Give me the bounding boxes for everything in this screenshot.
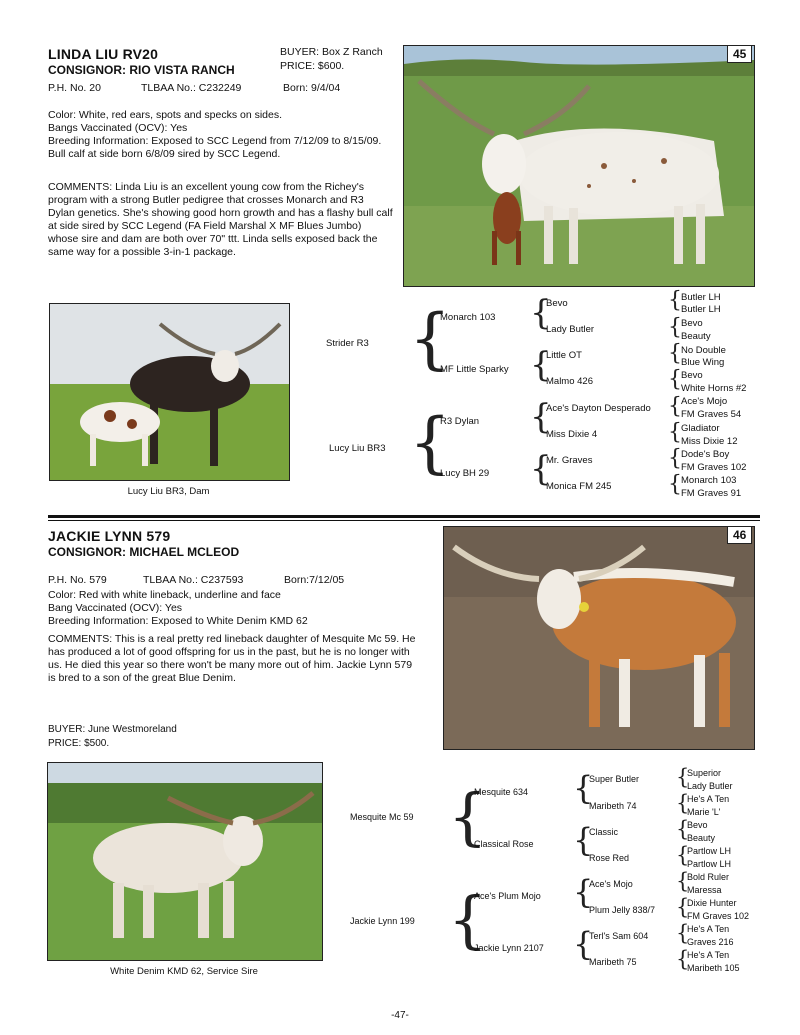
lot46-ped-ggg10: Maressa <box>687 885 722 895</box>
lot46-ped-dam: Jackie Lynn 199 <box>350 916 415 926</box>
lot45-ped-g2: MF Little Sparky <box>440 364 509 375</box>
lot46-comments: COMMENTS: This is a real pretty red lineback daughter of Mesquite Mc 59. He has produced a lot of good offspring for us in the past, but he is no longer with us. He died this year so there won't be many more out of him. Jackie Lynn 579 is bred to a son of the great Blue Denim. <box>48 633 416 684</box>
lot46-brace-gg8: { <box>676 947 690 971</box>
lot46-photo-caption: White Denim KMD 62, Service Sire <box>110 966 258 977</box>
lot46-brace-sire: { <box>448 780 488 853</box>
lot46-brace-gg4: { <box>676 843 690 867</box>
lot46-ped-ggg7: Partlow LH <box>687 846 732 856</box>
lot45-tlbaa-number: TLBAA No.: C232249 <box>141 82 242 94</box>
lot45-ped-gg2: Lady Butler <box>546 324 595 335</box>
lot46-ped-ggg1: Superior <box>687 768 722 778</box>
lot45-ped-gg8: Monica FM 245 <box>546 481 612 492</box>
section-divider-thin <box>48 520 760 521</box>
lot45-brace-gg4: { <box>668 367 682 392</box>
lot45-ped-ggg8: White Horns #2 <box>681 383 747 394</box>
lot45-ped-ggg10: FM Graves 54 <box>681 409 742 420</box>
lot45-brace-gg7: { <box>668 446 682 471</box>
lot46-ped-ggg5: Bevo <box>687 820 708 830</box>
lot45-details <box>48 109 393 161</box>
lot46-ped-ggg15: He's A Ten <box>687 950 730 960</box>
lot46-ped-ggg13: He's A Ten <box>687 924 730 934</box>
lot46-ped-gg6: Plum Jelly 838/7 <box>589 905 656 915</box>
lot45-ped-gg5: Ace's Dayton Desperado <box>546 403 651 414</box>
lot45-ped-gg1: Bevo <box>546 298 568 309</box>
lot46-ped-ggg8: Partlow LH <box>687 859 732 869</box>
lot46-ped-gg5: Ace's Mojo <box>589 879 633 889</box>
lot45-main-photo <box>403 45 755 287</box>
lot46-ped-ggg16: Maribeth 105 <box>687 963 740 973</box>
red-lineback-cow-image <box>444 527 754 749</box>
lot46-ped-ggg12: FM Graves 102 <box>687 911 750 921</box>
dam-cow-image <box>50 304 289 480</box>
lot45-brace-gg8: { <box>668 472 682 497</box>
lot46-ped-ggg14: Graves 216 <box>687 937 734 947</box>
lot46-main-photo <box>443 526 755 750</box>
lot46-born: Born:7/12/05 <box>284 574 345 586</box>
lot45-number-badge: 45 <box>727 45 752 63</box>
lot46-ped-gg4: Rose Red <box>589 853 630 863</box>
lot46-brace-gg3: { <box>676 817 690 841</box>
lot46-ped-sire: Mesquite Mc 59 <box>350 812 414 822</box>
lot46-ped-ggg4: Marie 'L' <box>687 807 721 817</box>
lot45-ped-sire: Strider R3 <box>326 338 369 349</box>
lot45-comments: COMMENTS: Linda Liu is an excellent young cow from the Richey's program with a strong Butler pedigree that crosses Monarch and R3 Dylan genetics. She's showing good horn growth and has a flashy bull calf at side sired by SCC Legend (FA Field Marshal X MF Blues Jumbo) whose sire and dam are both over 70" ttt. Linda sells exposed back the same way for a possible 3-in-1 package. <box>48 181 393 258</box>
lot45-ped-ggg6: Blue Wing <box>681 357 725 368</box>
lot45-ped-ggg16: FM Graves 91 <box>681 488 742 499</box>
section-divider-thick <box>48 515 760 518</box>
lot46-ped-gg1: Super Butler <box>589 774 640 784</box>
lot46-ped-ggg6: Beauty <box>687 833 716 843</box>
lot46-ped-ggg11: Dixie Hunter <box>687 898 737 908</box>
lot45-ped-ggg7: Bevo <box>681 370 703 381</box>
lot45-ped-ggg9: Ace's Mojo <box>681 396 728 407</box>
lot46-price: PRICE: $500. <box>48 738 110 749</box>
lot46-tlbaa-number: TLBAA No.: C237593 <box>143 574 244 586</box>
lot45-ped-ggg2: Butler LH <box>681 304 721 315</box>
lot46-brace-gg6: { <box>676 895 690 919</box>
lot45-ped-ggg12: Miss Dixie 12 <box>681 436 738 447</box>
lot46-ped-g2: Classical Rose <box>474 839 534 849</box>
lot45-ped-ggg15: Monarch 103 <box>681 475 737 486</box>
lot46-brace-gg2: { <box>676 791 690 815</box>
lot45-dam-photo <box>49 303 290 481</box>
lot45-brace-gg2: { <box>668 315 682 340</box>
lot45-ped-ggg11: Gladiator <box>681 423 720 434</box>
lot45-ped-ggg4: Beauty <box>681 331 711 342</box>
lot45-breeding: Breeding Information: Exposed to SCC Legend from 7/12/09 to 8/15/09. Bull calf at side born 6/8/09 sired by SCC Legend. <box>48 135 382 160</box>
lot46-brace-dam: { <box>448 883 488 956</box>
lot46-consignor: CONSIGNOR: MICHAEL MCLEOD <box>48 545 240 559</box>
lot46-ped-ggg3: He's A Ten <box>687 794 730 804</box>
lot46-ped-g4: Jackie Lynn 2107 <box>474 943 544 953</box>
lot45-ped-gg7: Mr. Graves <box>546 455 593 466</box>
lot46-ped-gg2: Maribeth 74 <box>589 801 637 811</box>
lot45-ped-ggg14: FM Graves 102 <box>681 462 747 473</box>
lot46-brace-gg7: { <box>676 921 690 945</box>
lot46-brace-g4: { <box>573 925 594 963</box>
cow-with-calf-image <box>404 46 754 286</box>
lot45-brace-g4: { <box>530 449 552 489</box>
lot45-ped-ggg3: Bevo <box>681 318 703 329</box>
lot45-brace-g2: { <box>530 345 552 385</box>
lot45-ped-g1: Monarch 103 <box>440 312 496 323</box>
lot45-brace-g3: { <box>530 397 552 437</box>
lot46-ped-g1: Mesquite 634 <box>474 787 529 797</box>
lot46-ped-gg3: Classic <box>589 827 619 837</box>
lot46-buyer: BUYER: June Westmoreland <box>48 724 177 735</box>
lot46-brace-g1: { <box>573 769 594 807</box>
lot46-brace-g3: { <box>573 873 594 911</box>
lot46-brace-gg1: { <box>676 765 690 789</box>
lot45-brace-gg1: { <box>668 288 682 313</box>
lot46-brace-gg5: { <box>676 869 690 893</box>
white-bull-image <box>48 763 322 960</box>
lot45-brace-gg3: { <box>668 341 682 366</box>
lot46-ped-gg8: Maribeth 75 <box>589 957 637 967</box>
lot45-brace-gg6: { <box>668 420 682 445</box>
lot45-photo-caption: Lucy Liu BR3, Dam <box>127 486 210 497</box>
lot45-brace-gg5: { <box>668 394 682 419</box>
lot45-ped-ggg5: No Double <box>681 345 726 356</box>
lot46-brace-g2: { <box>573 821 594 859</box>
lot45-ped-g3: R3 Dylan <box>440 416 480 427</box>
lot45-bangs: Bangs Vaccinated (OCV): Yes <box>48 122 188 134</box>
lot46-title: JACKIE LYNN 579 <box>48 528 171 544</box>
lot45-ped-dam: Lucy Liu BR3 <box>329 443 386 454</box>
lot45-price: PRICE: $600. <box>280 60 345 72</box>
lot46-ped-gg7: Terl's Sam 604 <box>589 931 649 941</box>
lot46-sire-photo <box>47 762 323 961</box>
lot46-ped-ggg2: Lady Butler <box>687 781 733 791</box>
lot45-brace-g1: { <box>530 293 552 333</box>
lot45-ped-gg4: Malmo 426 <box>546 376 593 387</box>
lot46-breeding: Breeding Information: Exposed to White Denim KMD 62 <box>48 615 308 627</box>
lot46-ped-ggg9: Bold Ruler <box>687 872 730 882</box>
lot45-ph-number: P.H. No. 20 <box>48 82 101 94</box>
lot45-brace-dam: { <box>409 404 451 481</box>
lot45-ped-gg3: Little OT <box>546 350 582 361</box>
lot46-color: Color: Red with white lineback, underline and face <box>48 589 281 601</box>
lot45-ped-ggg1: Butler LH <box>681 292 721 303</box>
lot45-born: Born: 9/4/04 <box>283 82 341 94</box>
lot45-title: LINDA LIU RV20 <box>48 46 159 62</box>
lot46-number-badge: 46 <box>727 526 752 544</box>
lot46-bangs: Bang Vaccinated (OCV): Yes <box>48 602 183 614</box>
lot45-buyer: BUYER: Box Z Ranch <box>280 46 383 58</box>
lot46-details <box>48 589 418 628</box>
lot45-consignor: CONSIGNOR: RIO VISTA RANCH <box>48 63 235 77</box>
page-number: -47- <box>391 1010 409 1021</box>
lot46-ph-number: P.H. No. 579 <box>48 574 107 586</box>
lot46-ped-g3: Ace's Plum Mojo <box>474 891 541 901</box>
lot45-ped-ggg13: Dode's Boy <box>681 449 730 460</box>
lot45-brace-sire: { <box>409 300 451 377</box>
lot45-ped-g4: Lucy BH 29 <box>440 468 490 479</box>
lot45-color: Color: White, red ears, spots and specks on sides. <box>48 109 283 121</box>
lot45-ped-gg6: Miss Dixie 4 <box>546 429 598 440</box>
